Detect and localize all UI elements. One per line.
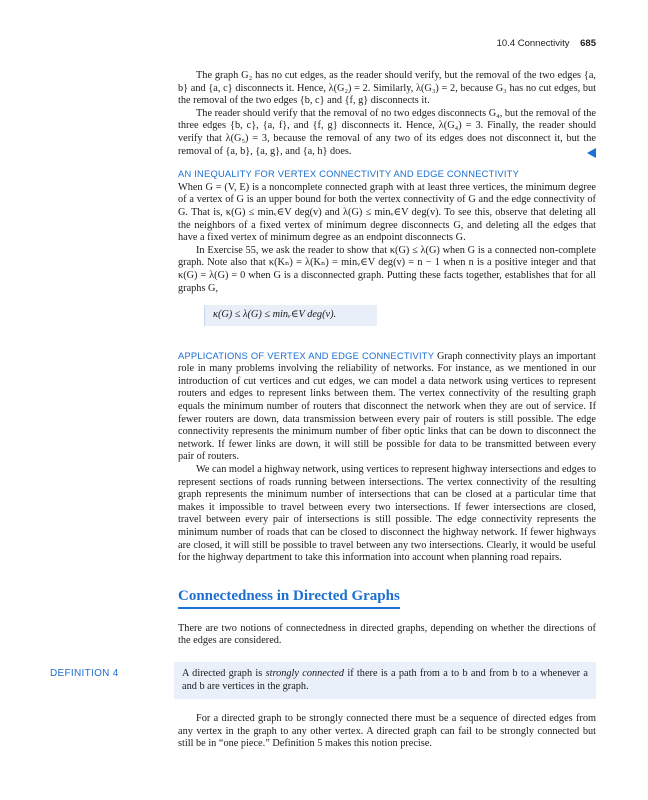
example-paragraph-2 bbox=[178, 108, 596, 158]
inequality-paragraph-2: In Exercise 55, we ask the reader to show that κ(G) ≤ λ(G) when G is a connected non-complete graph. Note also that κ(Kₙ) = λ(Kₙ) = minᵥ∈V deg(v) = n − 1 when n is a positive integer and that κ(G) = λ(G) = 0 when G is a disconnected graph. Putting these facts together, establishes that for all graphs G, bbox=[178, 244, 596, 294]
inequality-paragraph-1-text: When G = (V, E) is a noncomplete connected graph with at least three vertices, the minimum degree of a vertex of G is an upper bound for both the vertex connectivity of G and the edge connectivity of G. That is, κ(G) ≤ minᵥ∈V deg(v) and λ(G) ≤ minᵥ∈V deg(v). To see this, observe that deleting all the neighbors of a fixed vertex of minimum degree disconnects G, and deleting all the edges that have a fixed vertex of minimum degree as an endpoint disconnects G. bbox=[178, 181, 596, 244]
definition-text-pre: A directed graph is bbox=[182, 667, 266, 679]
applications-paragraph-1 bbox=[178, 350, 596, 464]
inequality-paragraph-1 bbox=[178, 168, 596, 245]
example-paragraph-1: The graph G₂ has no cut edges, as the reader should verify, but the removal of the two edges {a, b} and {a, c} disconnects it. Hence, λ(G₂) = 2. Similarly, λ(G₃) = 2, because G₃ has no cut edges, but the removal of the two edges {b, c} and {f, g} disconnects it. bbox=[178, 70, 596, 107]
applications-paragraph-1-text: Graph connectivity plays an important role in many problems involving the reliability of networks. For instance, as we mentioned in our introduction of cut vertices and cut edges, we can model a data network using vertices to represent routers and edges to represent links between them. The vertex connectivity of the resulting graph equals the minimum number of routers that disconnect the network when they are out of service. If fewer routers are down, data transmission between every pair of routers is still possible. The edge connectivity represents the minimum number of fiber optic links that can be down to disconnect the network. If fewer links are down, it will still be possible for data to be transmitted between every pair of routers. bbox=[178, 350, 597, 463]
page-body bbox=[50, 70, 597, 751]
page-number: 685 bbox=[580, 38, 596, 49]
inequality-heading: AN INEQUALITY FOR VERTEX CONNECTIVITY AND EDGE CONNECTIVITY bbox=[178, 168, 520, 180]
directed-paragraph-after-definition: For a directed graph to be strongly connected there must be a sequence of directed edges from any vertex in the graph to any other vertex. A directed graph can fail to be strongly connected but still be in “one piece.” Definition 5 makes this notion precise. bbox=[178, 713, 596, 750]
section-title-directed-graphs: Connectedness in Directed Graphs bbox=[178, 587, 400, 609]
directed-intro-paragraph: There are two notions of connectedness in directed graphs, depending on whether the directions of the edges are considered. bbox=[178, 622, 596, 647]
section-title: 10.4 Connectivity bbox=[496, 38, 570, 49]
definition-label: DEFINITION 4 bbox=[50, 667, 119, 679]
definition-term: strongly connected bbox=[265, 667, 345, 679]
definition-4 bbox=[50, 662, 596, 699]
definition-box bbox=[174, 662, 596, 699]
applications-heading: APPLICATIONS OF VERTEX AND EDGE CONNECTIVITY bbox=[178, 349, 435, 361]
connectivity-inequality-formula: κ(G) ≤ λ(G) ≤ minᵥ∈V deg(v). bbox=[204, 305, 377, 326]
applications-paragraph-2: We can model a highway network, using vertices to represent highway intersections and edges to represent sections of roads running between intersections. The vertex connectivity of the resulting graph represents the minimum number of intersections that can be closed at a particular time that makes it impossible to travel between every two intersections. If fewer intersections are closed, travel between every pair of intersections is still possible. The edge connectivity represents the minimum number of roads that can be closed to disconnect the highway network. If fewer highways are closed, it will still be possible to travel between any two intersections. Clearly, it would be useful for the highway department to take this information into account when planning road repairs. bbox=[178, 464, 596, 564]
example-paragraph-2-text: The reader should verify that the removal of no two edges disconnects G₄, but the removal of the three edges {b, c}, {a, f}, and {f, g} disconnects it. Hence, λ(G₄) = 3. Finally, the reader should verify that λ(G₅) = 3, because the removal of any two of its edges does not disconnect it, but the removal of {a, b}, {a, g}, and {a, h} does. bbox=[178, 107, 596, 157]
running-header bbox=[497, 38, 596, 49]
definition-text-post: if there is a path from a to b and from b to a whenever a and b are vertices in the graph. bbox=[182, 667, 588, 692]
end-of-example-triangle-icon bbox=[587, 148, 596, 158]
